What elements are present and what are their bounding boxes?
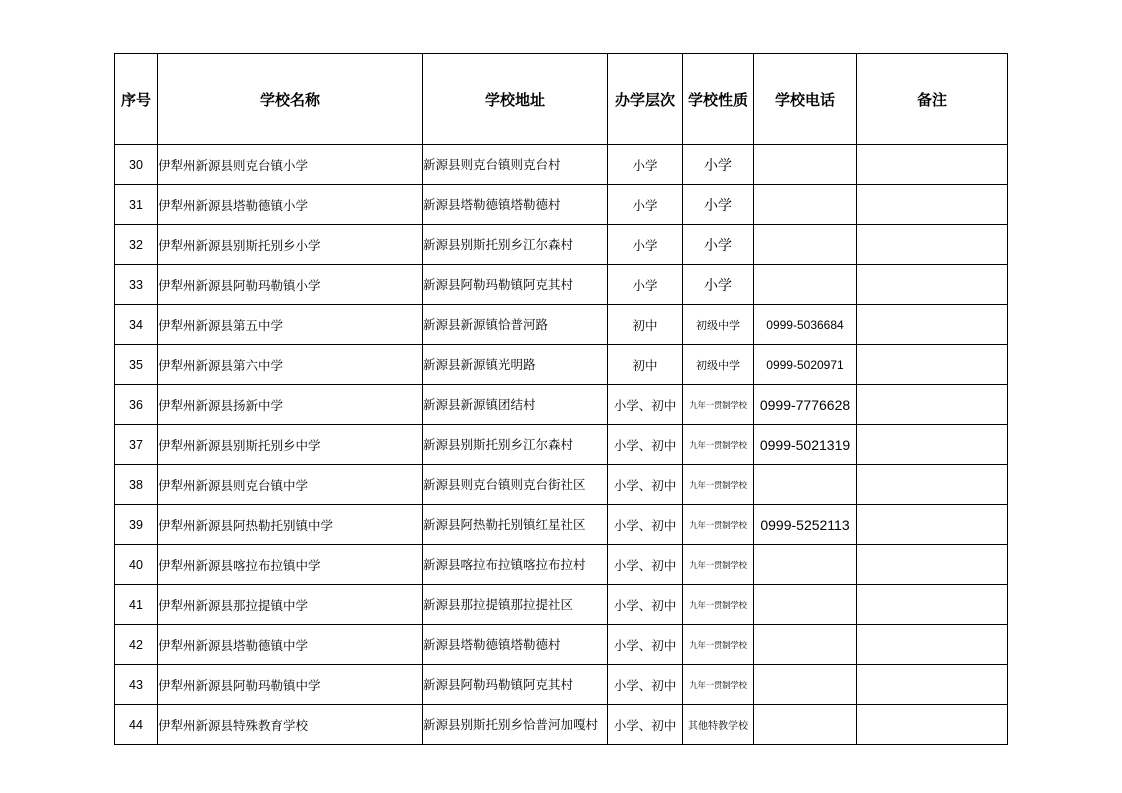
cell-no: 38 [115,465,158,505]
cell-school-name: 伊犁州新源县扬新中学 [158,385,423,425]
cell-no: 34 [115,305,158,345]
cell-phone [754,225,857,265]
table-row [115,385,1008,425]
cell-phone [754,625,857,665]
cell-remark [857,385,1008,425]
cell-school-name: 伊犁州新源县阿勒玛勒镇中学 [158,665,423,705]
cell-school-address: 新源县阿勒玛勒镇阿克其村 [423,265,608,305]
cell-level: 小学、初中 [608,505,683,545]
table-row [115,545,1008,585]
cell-no: 32 [115,225,158,265]
cell-school-address: 新源县别斯托别乡江尔森村 [423,425,608,465]
cell-school-name: 伊犁州新源县那拉提镇中学 [158,585,423,625]
cell-phone [754,185,857,225]
cell-school-type: 小学 [683,225,754,265]
cell-school-type: 小学 [683,185,754,225]
cell-school-name: 伊犁州新源县阿热勒托别镇中学 [158,505,423,545]
cell-phone [754,705,857,745]
cell-level: 小学、初中 [608,625,683,665]
cell-school-address: 新源县新源镇恰普河路 [423,305,608,345]
cell-school-name: 伊犁州新源县第六中学 [158,345,423,385]
table-row [115,305,1008,345]
cell-level: 小学、初中 [608,545,683,585]
table-row [115,185,1008,225]
header-remark: 备注 [857,54,1008,145]
cell-school-type: 初级中学 [683,345,754,385]
cell-no: 31 [115,185,158,225]
cell-phone [754,545,857,585]
cell-phone [754,585,857,625]
cell-no: 42 [115,625,158,665]
cell-no: 35 [115,345,158,385]
cell-phone: 0999-5036684 [754,305,857,345]
cell-remark [857,185,1008,225]
cell-no: 40 [115,545,158,585]
cell-no: 43 [115,665,158,705]
cell-level: 初中 [608,345,683,385]
cell-school-name: 伊犁州新源县阿勒玛勒镇小学 [158,265,423,305]
table-row [115,505,1008,545]
cell-no: 44 [115,705,158,745]
header-row [115,54,1008,145]
cell-school-name: 伊犁州新源县则克台镇中学 [158,465,423,505]
cell-phone [754,665,857,705]
cell-remark [857,265,1008,305]
cell-school-address: 新源县新源镇团结村 [423,385,608,425]
table-row [115,465,1008,505]
table-row [115,345,1008,385]
table-row [115,665,1008,705]
cell-remark [857,345,1008,385]
cell-phone [754,265,857,305]
cell-level: 小学 [608,225,683,265]
cell-remark [857,305,1008,345]
cell-school-address: 新源县喀拉布拉镇喀拉布拉村 [423,545,608,585]
table-row [115,585,1008,625]
table-row [115,225,1008,265]
cell-school-type: 小学 [683,145,754,185]
cell-level: 小学、初中 [608,425,683,465]
cell-remark [857,625,1008,665]
cell-remark [857,425,1008,465]
cell-remark [857,545,1008,585]
school-list-table [114,53,1008,745]
cell-school-name: 伊犁州新源县特殊教育学校 [158,705,423,745]
cell-remark [857,585,1008,625]
cell-level: 小学、初中 [608,705,683,745]
cell-remark [857,225,1008,265]
cell-school-name: 伊犁州新源县别斯托别乡中学 [158,425,423,465]
cell-level: 小学、初中 [608,385,683,425]
cell-level: 小学、初中 [608,585,683,625]
cell-phone: 0999-7776628 [754,385,857,425]
cell-school-type: 小学 [683,265,754,305]
cell-school-address: 新源县那拉提镇那拉提社区 [423,585,608,625]
header-school-address: 学校地址 [423,54,608,145]
cell-phone: 0999-5252113 [754,505,857,545]
cell-school-type: 九年一贯制学校 [683,625,754,665]
cell-school-type: 九年一贯制学校 [683,545,754,585]
cell-no: 37 [115,425,158,465]
cell-school-name: 伊犁州新源县塔勒德镇中学 [158,625,423,665]
table-row [115,705,1008,745]
table-row [115,425,1008,465]
cell-school-type: 九年一贯制学校 [683,505,754,545]
table-row [115,265,1008,305]
cell-school-address: 新源县阿热勒托别镇红星社区 [423,505,608,545]
cell-level: 初中 [608,305,683,345]
cell-school-type: 九年一贯制学校 [683,385,754,425]
cell-school-name: 伊犁州新源县塔勒德镇小学 [158,185,423,225]
cell-level: 小学、初中 [608,665,683,705]
cell-school-address: 新源县别斯托别乡恰普河加嘎村 [423,705,608,745]
cell-school-name: 伊犁州新源县第五中学 [158,305,423,345]
cell-school-name: 伊犁州新源县别斯托别乡小学 [158,225,423,265]
table-row [115,625,1008,665]
cell-school-name: 伊犁州新源县喀拉布拉镇中学 [158,545,423,585]
header-level: 办学层次 [608,54,683,145]
cell-school-address: 新源县则克台镇则克台街社区 [423,465,608,505]
cell-level: 小学 [608,145,683,185]
cell-school-type: 九年一贯制学校 [683,665,754,705]
cell-remark [857,665,1008,705]
cell-school-address: 新源县阿勒玛勒镇阿克其村 [423,665,608,705]
cell-school-address: 新源县新源镇光明路 [423,345,608,385]
cell-school-address: 新源县塔勒德镇塔勒德村 [423,625,608,665]
cell-school-type: 初级中学 [683,305,754,345]
cell-remark [857,465,1008,505]
cell-level: 小学 [608,265,683,305]
cell-remark [857,145,1008,185]
cell-phone [754,465,857,505]
cell-school-name: 伊犁州新源县则克台镇小学 [158,145,423,185]
cell-school-type: 九年一贯制学校 [683,585,754,625]
header-school-name: 学校名称 [158,54,423,145]
cell-phone: 0999-5021319 [754,425,857,465]
cell-no: 41 [115,585,158,625]
header-no: 序号 [115,54,158,145]
cell-school-type: 九年一贯制学校 [683,465,754,505]
header-phone: 学校电话 [754,54,857,145]
cell-school-address: 新源县则克台镇则克台村 [423,145,608,185]
cell-remark [857,505,1008,545]
cell-phone: 0999-5020971 [754,345,857,385]
cell-no: 30 [115,145,158,185]
cell-school-type: 九年一贯制学校 [683,425,754,465]
cell-school-type: 其他特教学校 [683,705,754,745]
header-school-type: 学校性质 [683,54,754,145]
cell-no: 36 [115,385,158,425]
cell-remark [857,705,1008,745]
cell-phone [754,145,857,185]
cell-no: 33 [115,265,158,305]
table-row [115,145,1008,185]
cell-no: 39 [115,505,158,545]
cell-level: 小学、初中 [608,465,683,505]
cell-level: 小学 [608,185,683,225]
cell-school-address: 新源县别斯托别乡江尔森村 [423,225,608,265]
cell-school-address: 新源县塔勒德镇塔勒德村 [423,185,608,225]
